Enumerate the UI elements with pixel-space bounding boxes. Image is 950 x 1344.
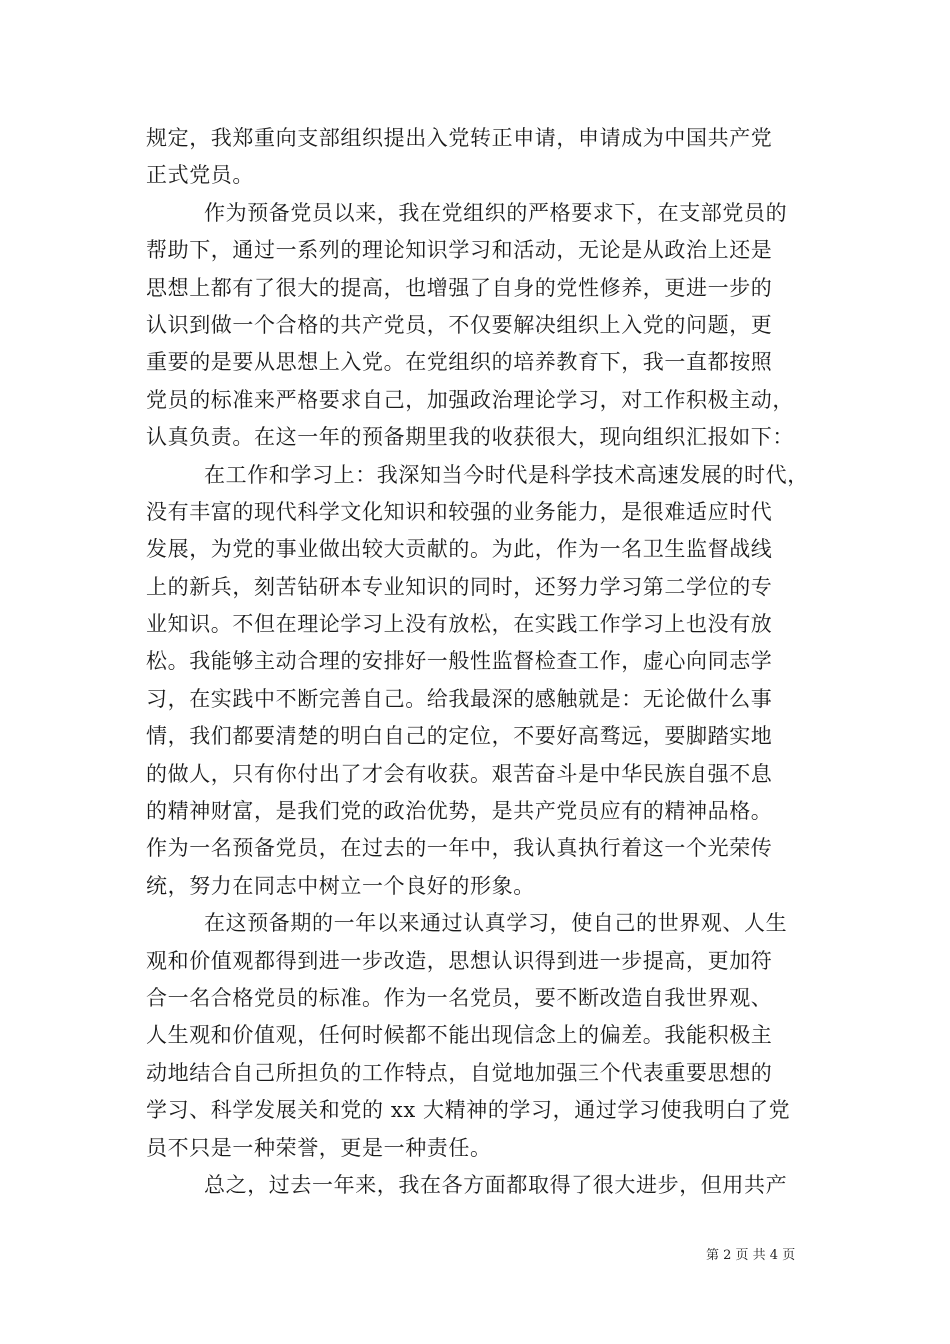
text-line: 的精神财富，是我们党的政治优势，是共产党员应有的精神品格。 (146, 799, 773, 824)
paragraph-start: 作为预备党员以来，我在党组织的严格要求下，在支部党员的 (204, 200, 788, 225)
text-line: 人生观和价值观，任何时候都不能出现信念上的偏差。我能积极主 (146, 1023, 773, 1048)
text-line: 思想上都有了很大的提高，也增强了自身的党性修养，更进一步的 (146, 275, 773, 300)
text-line: 规定，我郑重向支部组织提出入党转正申请，申请成为中国共产党 (146, 126, 773, 150)
paragraph-start: 在这预备期的一年以来通过认真学习，使自己的世界观、人生 (204, 911, 788, 936)
text-line: 情，我们都要清楚的明白自己的定位，不要好高骛远，要脚踏实地 (146, 724, 773, 749)
text-line: 的做人，只有你付出了才会有收获。艰苦奋斗是中华民族自强不息 (146, 761, 773, 786)
text-line: 学习、科学发展关和党的 xx 大精神的学习，通过学习使我明白了党 (146, 1098, 791, 1123)
text-line: 动地结合自己所担负的工作特点，自觉地加强三个代表重要思想的 (146, 1060, 773, 1085)
text-line: 松。我能够主动合理的安排好一般性监督检查工作，虚心向同志学 (146, 649, 773, 674)
body-text (146, 120, 809, 1204)
text-line: 认真负责。在这一年的预备期里我的收获很大，现向组织汇报如下： (146, 425, 794, 450)
text-line: 发展，为党的事业做出较大贡献的。为此，作为一名卫生监督战线 (146, 537, 773, 562)
text-line: 上的新兵，刻苦钻研本专业知识的同时，还努力学习第二学位的专 (146, 574, 773, 599)
text-line: 帮助下，通过一系列的理论知识学习和活动，无论是从政治上还是 (146, 238, 773, 263)
text-line: 员不只是一种荣誉，更是一种责任。 (146, 1135, 492, 1160)
text-line: 合一名合格党员的标准。作为一名党员，要不断改造自我世界观、 (146, 985, 773, 1010)
paragraph-start: 总之，过去一年来，我在各方面都取得了很大进步，但用共产 (204, 1172, 788, 1197)
text-line: 党员的标准来严格要求自己，加强政治理论学习，对工作积极主动， (146, 387, 794, 412)
text-line: 没有丰富的现代科学文化知识和较强的业务能力，是很难适应时代 (146, 499, 773, 524)
text-line: 统，努力在同志中树立一个良好的形象。 (146, 873, 535, 898)
text-line: 观和价值观都得到进一步改造，思想认识得到进一步提高，更加符 (146, 948, 773, 973)
text-line: 作为一名预备党员，在过去的一年中，我认真执行着这一个光荣传 (146, 836, 773, 861)
paragraph-start: 在工作和学习上：我深知当今时代是科学技术高速发展的时代， (204, 462, 809, 487)
text-line: 认识到做一个合格的共产党员，不仅要解决组织上入党的问题，更 (146, 312, 773, 337)
text-line: 业知识。不但在理论学习上没有放松，在实践工作学习上也没有放 (146, 612, 773, 637)
text-line: 习，在实践中不断完善自己。给我最深的感触就是：无论做什么事 (146, 686, 773, 711)
page-number: 第 2 页 共 4 页 (706, 1248, 796, 1263)
text-line: 正式党员。 (146, 163, 254, 188)
text-line: 重要的是要从思想上入党。在党组织的培养教育下，我一直都按照 (146, 350, 773, 375)
